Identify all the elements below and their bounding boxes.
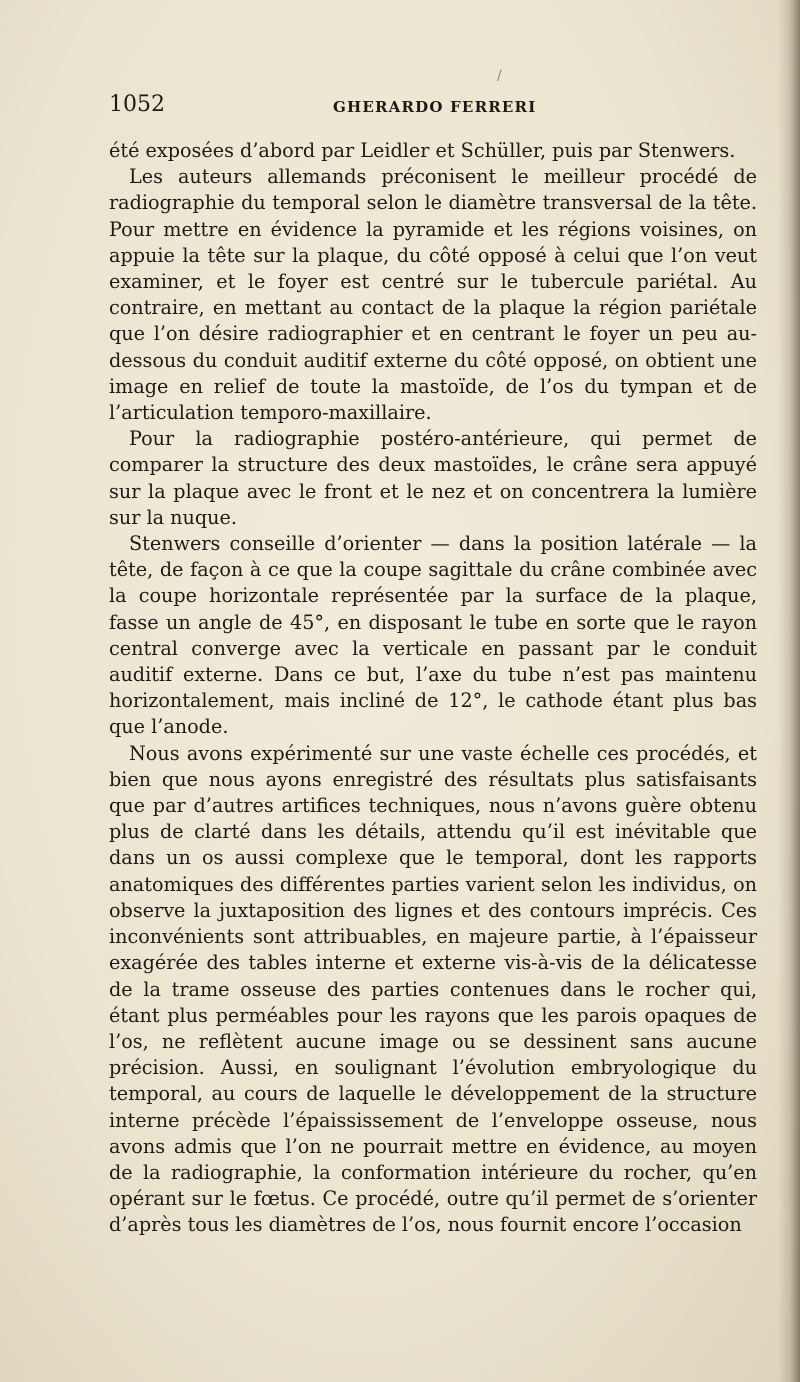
paragraph-continuation: été exposées d’abord par Leidler et Schüller, puis par Stenwers. bbox=[109, 139, 736, 162]
paragraph-experiments: Nous avons expérimenté sur une vaste échelle ces procédés, et bien que nous ayons enregistré des résultats plus satisfaisants que par d’autres artifices techniques, nous n’avons guère obtenu plus de clarté dans les détails, attendu qu’il est inévitable que dans un os aussi complexe que le temporal, dont les rapports anatomiques des différentes parties varient selon les individus, on observe la juxtaposition des lignes et des contours imprécis. Ces inconvénients sont attribuables, en majeure partie, à l’épaisseur exagérée des tables interne et externe vis-à-vis de la délicatesse de la trame osseuse des parties contenues dans le rocher qui, étant plus perméables pour les rayons que les parois opaques de l’os, ne reflètent aucune image ou se dessinent sans aucune précision. Aussi, en soulignant l’évolution embryologique du temporal, au cours de laquelle le développement de la structure interne précède l’épaississement de l’enveloppe osseuse, nous avons admis que l’on ne pourrait mettre en évidence, au moyen de la radiographie, la conformation intérieure du rocher, qu’en opérant sur le fœtus. Ce procédé, outre qu’il permet de s’orienter d’après tous les diamètres de l’os, nous fournit encore l’occasion bbox=[109, 741, 757, 1237]
body-text bbox=[109, 138, 757, 1239]
page-header bbox=[109, 92, 757, 126]
running-head: GHERARDO FERRERI bbox=[333, 98, 537, 116]
page-number: 1052 bbox=[109, 92, 165, 117]
page-edge-shadow bbox=[778, 0, 800, 1382]
paragraph-german-authors-method: Les auteurs allemands préconisent le meilleur procédé de radiographie du temporal selon le diamètre transversal de la tête. Pour mettre en évidence la pyramide et les régions voisines, on appuie la tête sur la plaque, du côté opposé à celui que l’on veut examiner, et le foyer est centré sur le tubercule pariétal. Au contraire, en mettant au contact de la plaque la région pariétale que l’on désire radiographier et en centrant le foyer un peu au-dessous du conduit auditif externe du côté opposé, on obtient une image en relief de toute la mastoïde, de l’os du tympan et de l’articulation temporo-maxillaire. bbox=[109, 165, 757, 425]
paragraph-stenwers-orientation: Stenwers conseille d’orienter — dans la position latérale — la tête, de façon à ce que la coupe sagittale du crâne combinée avec la coupe horizontale représentée par la surface de la plaque, fasse un angle de 45°, en disposant le tube en sorte que le rayon central converge avec la verticale en passant par le conduit auditif externe. Dans ce but, l’axe du tube n’est pas maintenu horizontalement, mais incliné de 12°, le cathode étant plus bas que l’anode. bbox=[109, 532, 757, 739]
margin-tick-mark: / bbox=[497, 68, 502, 84]
paragraph-postero-anterior: Pour la radiographie postéro-antérieure, qui permet de comparer la structure des deux mastoïdes, le crâne sera appuyé sur la plaque avec le front et le nez et on concentrera la lumière sur la nuque. bbox=[109, 427, 757, 529]
